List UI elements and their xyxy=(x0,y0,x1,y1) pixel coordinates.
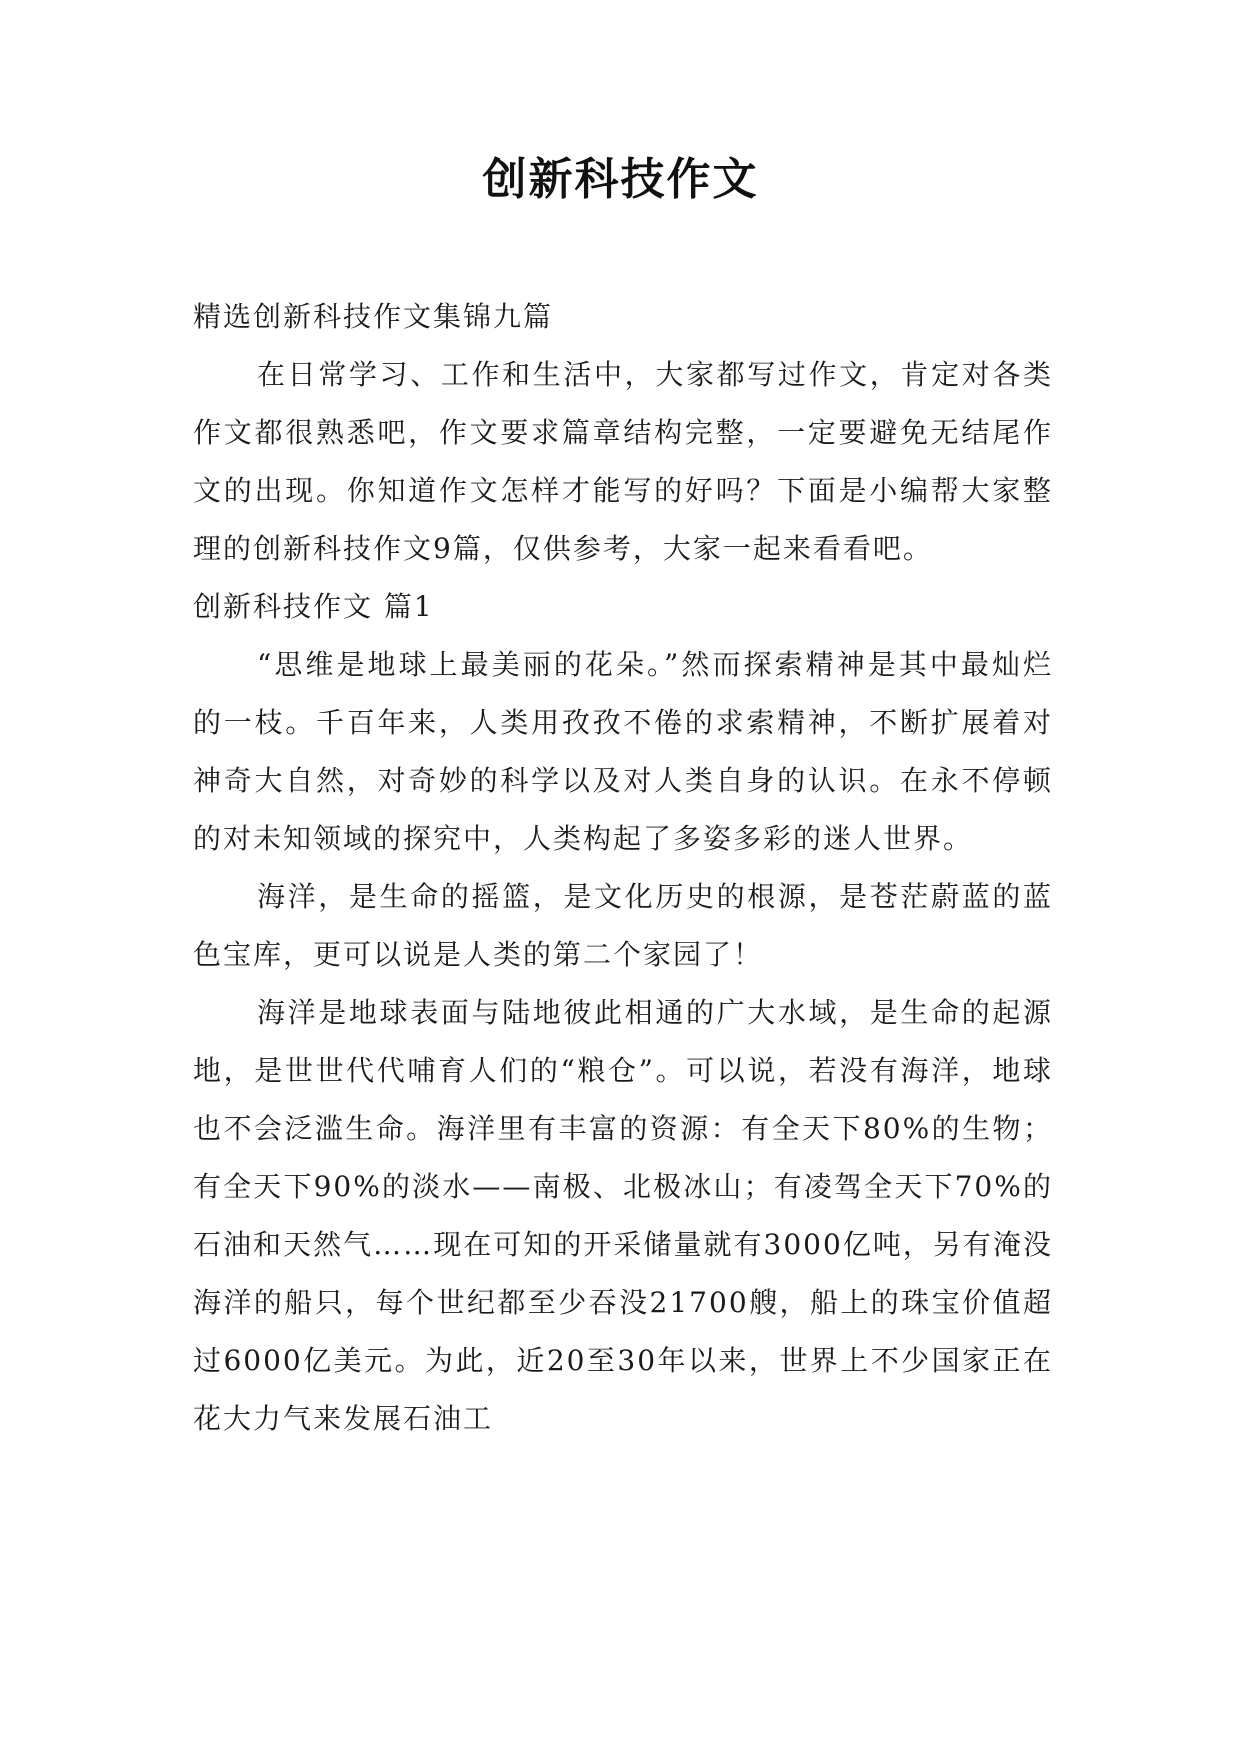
intro-paragraph: 在日常学习、工作和生活中，大家都写过作文，肯定对各类作文都很熟悉吧，作文要求篇章结构完整，一定要避免无结尾作文的出现。你知道作文怎样才能写的好吗？下面是小编帮大家整理的创新科技作文9篇，仅供参考，大家一起来看看吧。 xyxy=(193,358,1053,565)
document-body xyxy=(193,288,1053,1448)
document-title: 创新科技作文 xyxy=(482,154,759,205)
section-heading: 创新科技作文 篇1 xyxy=(193,590,434,623)
section-paragraph-1: “思维是地球上最美丽的花朵。”然而探索精神是其中最灿烂的一枝。千百年来，人类用孜孜不倦的求索精神，不断扩展着对神奇大自然，对奇妙的科学以及对人类自身的认识。在永不停顿的对未知领域的探究中，人类构起了多姿多彩的迷人世界。 xyxy=(193,648,1053,855)
section-paragraph-2: 海洋，是生命的摇篮，是文化历史的根源，是苍茫蔚蓝的蓝色宝库，更可以说是人类的第二个家园了！ xyxy=(193,880,1053,971)
document-subtitle: 精选创新科技作文集锦九篇 xyxy=(193,300,554,333)
section-paragraph-3: 海洋是地球表面与陆地彼此相通的广大水域，是生命的起源地，是世世代代哺育人们的“粮仓”。可以说，若没有海洋，地球也不会泛滥生命。海洋里有丰富的资源：有全天下80%的生物；有全天下90%的淡水——南极、北极冰山；有凌驾全天下70%的石油和天然气……现在可知的开采储量就有3000亿吨，另有淹没海洋的船只，每个世纪都至少吞没21700艘，船上的珠宝价值超过6000亿美元。为此，近20至30年以来，世界上不少国家正在花大力气来发展石油工 xyxy=(193,996,1053,1435)
